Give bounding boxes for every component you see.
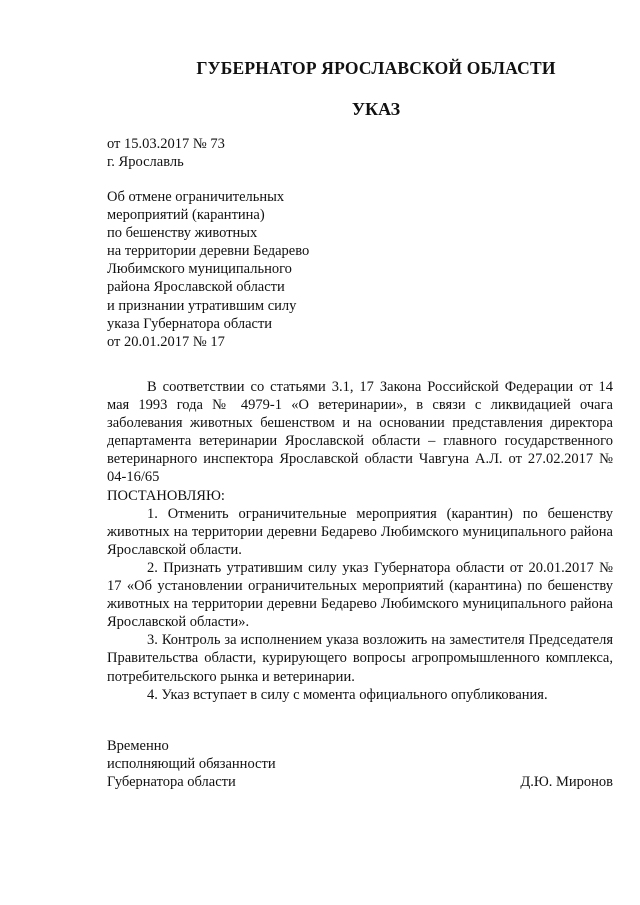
subject-line: на территории деревни Бедарево xyxy=(107,243,310,260)
decree-keyword: ПОСТАНОВЛЯЮ: xyxy=(107,487,225,504)
issuing-authority: ГУБЕРНАТОР ЯРОСЛАВСКОЙ ОБЛАСТИ xyxy=(196,58,556,78)
subject-line: по бешенству животных xyxy=(107,225,258,242)
decree-item: 3. Контроль за исполнением указа возложить на заместителя Председателя Правительства области, курирующего вопросы агропромышленного комплекса, потребительского рынка и ветеринарии. xyxy=(107,632,613,685)
subject-line: и признании утратившим силу xyxy=(107,297,297,314)
document-type: УКАЗ xyxy=(351,99,401,119)
subject-line: района Ярославской области xyxy=(107,279,285,296)
signatory-title-line: исполняющий обязанности xyxy=(107,756,276,773)
document-body xyxy=(107,378,613,704)
signature-row xyxy=(107,773,613,791)
subject-line: указа Губернатора области xyxy=(107,315,273,332)
decree-item: 4. Указ вступает в силу с момента официального опубликования. xyxy=(147,686,548,703)
document-meta xyxy=(107,135,225,171)
signatory-title-line: Губернатора области xyxy=(107,774,236,791)
preamble: В соответствии со статьями 3.1, 17 Закона Российской Федерации от 14 мая 1993 года № 4979-1 «О ветеринарии», в связи с ликвидацией очага заболевания животных бешенством и на основании представления директора департамента ветеринарии Ярославской области – главного государственного ветеринарного инспектора Ярославской области Чавгуна А.Л. от 27.02.2017 № 04-16/65 xyxy=(107,379,613,486)
subject-line: Любимского муниципального xyxy=(107,261,292,278)
signature-block xyxy=(107,737,613,791)
subject-line: от 20.01.2017 № 17 xyxy=(107,333,225,350)
decree-item: 2. Признать утратившим силу указ Губернатора области от 20.01.2017 № 17 «Об установлении ограничительных мероприятий (карантина) по бешенству животных на территории деревни Бедарево Любимского муниципального района Ярославской области». xyxy=(107,559,613,631)
document-subject xyxy=(107,188,309,351)
signatory-name: Д.Ю. Миронов xyxy=(520,774,613,791)
subject-line: Об отмене ограничительных xyxy=(107,189,285,205)
signatory-title-line: Временно xyxy=(107,738,169,754)
decree-item: 1. Отменить ограничительные мероприятия (карантин) по бешенству животных на территории деревни Бедарево Любимского муниципального района Ярославской области. xyxy=(107,505,613,558)
subject-line: мероприятий (карантина) xyxy=(107,207,265,224)
date-number: от 15.03.2017 № 73 xyxy=(107,136,225,152)
city: г. Ярославль xyxy=(107,154,184,170)
